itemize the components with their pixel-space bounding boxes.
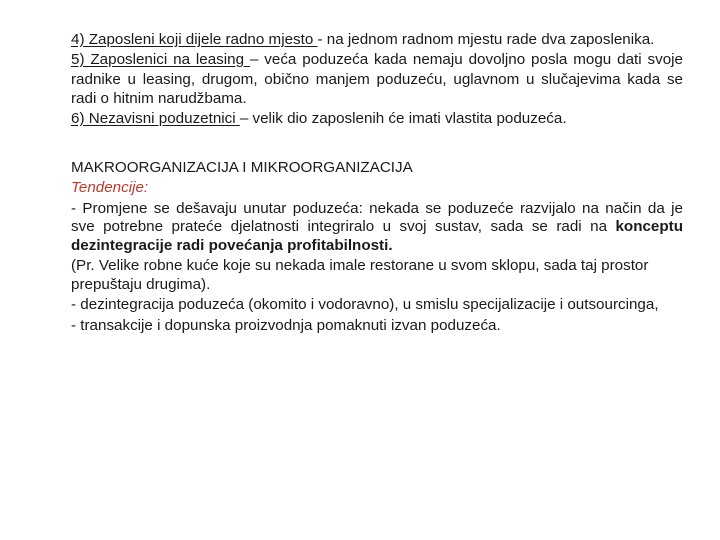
trend-paragraph-1-text: - Promjene se dešavaju unutar poduzeća: nekada se poduzeće razvijalo na način da je sve potrebne prateće djelatnosti integriralo u svoj sustav, sada se radi na (71, 199, 683, 236)
section-subheading: Tendencije: (71, 178, 149, 196)
trend-paragraph-3: - dezintegracija poduzeća (okomito i vodoravno), u smislu specijalizacije i outsourcinga, (71, 296, 659, 314)
section-heading: MAKROORGANIZACIJA I MIKROORGANIZACIJA (71, 158, 413, 176)
item-5-text: – veća poduzeća kada nemaju dovoljno posla mogu dati svoje radnike u leasing, drugom, obično manjem poduzeću, uglavnom u slučajevima kada se radi o hitnim narudžbama. (71, 50, 683, 108)
section-block (71, 158, 683, 335)
trend-paragraph-2: (Pr. Velike robne kuće koje su nekada imale restorane u svom sklopu, sada taj prostor prepuštaju drugima). (71, 257, 649, 293)
item-4-paragraph (71, 30, 683, 50)
item-4-text: - na jednom radnom mjestu rade dva zaposlenika. (317, 31, 655, 48)
item-6-paragraph (71, 109, 683, 129)
item-4-title: 4) Zaposleni koji dijele radno mjesto (71, 31, 318, 48)
trend-paragraph-1-bold: konceptu dezintegracije radi povećanja profitabilnosti. (71, 218, 683, 254)
item-6-title: 6) Nezavisni poduzetnici (71, 110, 240, 128)
slide-content (71, 30, 683, 335)
trend-paragraph-1 (71, 200, 683, 256)
trend-paragraph-4: - transakcije i dopunska proizvodnja pomaknuti izvan poduzeća. (71, 316, 501, 334)
item-5-title: 5) Zaposlenici na leasing (71, 50, 250, 68)
item-5-paragraph (71, 50, 683, 109)
item-6-text: – velik dio zaposlenih će imati vlastita poduzeća. (239, 110, 567, 128)
